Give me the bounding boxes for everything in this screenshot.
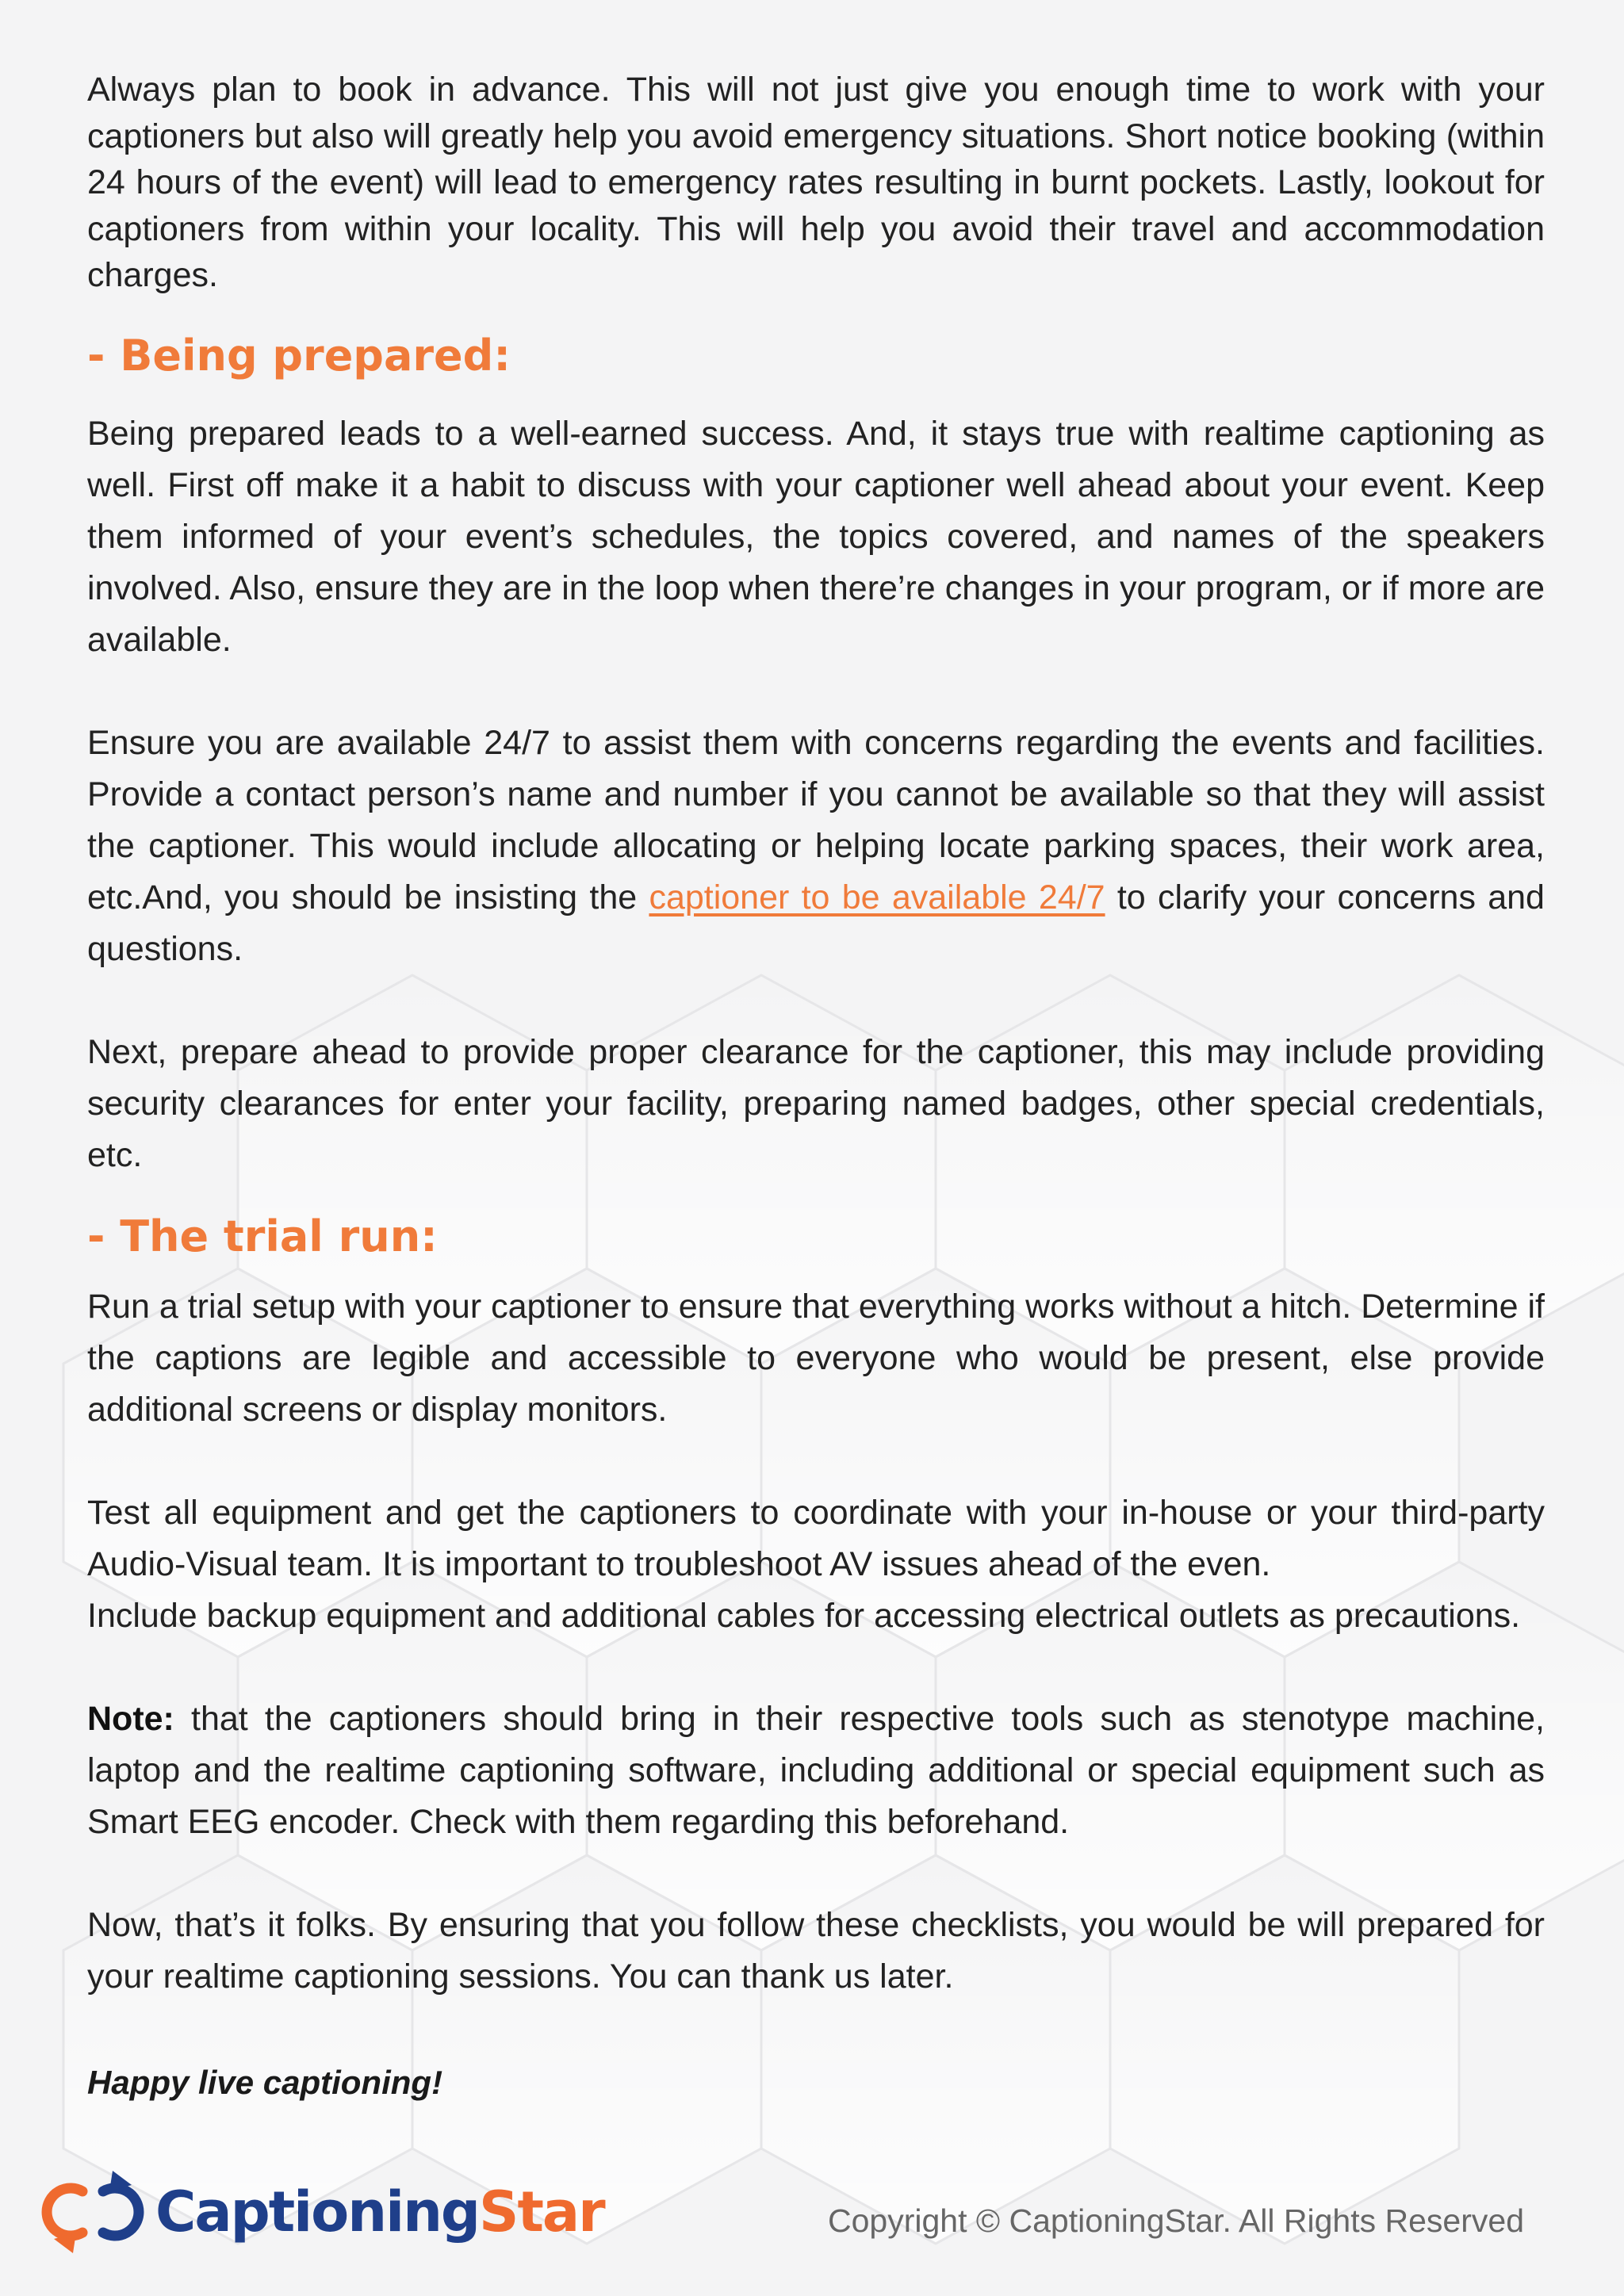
prepared-paragraph-2-text-a: Ensure you are available 24/7 to assist them with concerns regarding the events and facilities. Provide a contact person’s name and number if you cannot be available so that they will assist the captioner. This would include allocating or helping locate parking spaces, their work area, etc.And, you should be insisting the xyxy=(87,723,1545,916)
copyright-notice: Copyright © CaptioningStar. All Rights Reserved xyxy=(828,2202,1524,2239)
note-text: that the captioners should bring in their respective tools such as stenotype machine, laptop and the realtime captioning software, including additional or special equipment such as Smart EEG encoder. Check with them regarding this beforehand. xyxy=(87,1699,1545,1841)
logo-wordmark xyxy=(155,2179,604,2244)
trial-paragraph-3: Include backup equipment and additional cables for accessing electrical outlets as precautions. xyxy=(87,1596,1521,1635)
captioningstar-logo[interactable] xyxy=(33,2164,604,2260)
prepared-paragraph-1: Being prepared leads to a well-earned success. And, it stays true with realtime captioning as well. First off make it a habit to discuss with your captioner well ahead about your event. Keep them informed of your event’s schedules, the topics covered, and names of the speakers involved. Also, ensure they are in the loop when there’re changes in your program, or if more are available. xyxy=(87,414,1545,659)
prepared-paragraph-2 xyxy=(87,718,1545,975)
section-heading-trial-run: - The trial run: xyxy=(87,1211,438,1261)
section-heading-being-prepared: - Being prepared: xyxy=(87,330,511,381)
prepared-paragraph-3: Next, prepare ahead to provide proper clearance for the captioner, this may include providing security clearances for enter your facility, preparing named badges, other special credentials, etc. xyxy=(87,1032,1545,1174)
logo-word-captioning: Captioning xyxy=(155,2179,480,2244)
intro-paragraph: Always plan to book in advance. This will not just give you enough time to work with your captioners but also will greatly help you avoid emergency situations. Short notice booking (within 24 hours of the event) will lead to emergency rates resulting in burnt pockets. Lastly, lookout for captioners from within your locality. This will help you avoid their travel and accommodation charges. xyxy=(87,71,1545,294)
note-label: Note: xyxy=(87,1699,174,1738)
trial-paragraph-1: Run a trial setup with your captioner to ensure that everything works without a hitch. Determine if the captions are legible and accessible to everyone who would be present, else provide additional screens or display monitors. xyxy=(87,1287,1545,1429)
captioner-availability-link[interactable]: captioner to be available 24/7 xyxy=(649,878,1105,916)
prepared-paragraph-2-text-b: to clarify your concerns and questions. xyxy=(87,878,1545,968)
page-footer xyxy=(0,2156,1624,2267)
conclusion-paragraph: Now, that’s it folks. By ensuring that you follow these checklists, you would be will prepared for your realtime captioning sessions. You can thank us later. xyxy=(87,1905,1545,1996)
note-paragraph xyxy=(87,1693,1545,1848)
logo-word-star: Star xyxy=(479,2179,604,2244)
closing-line: Happy live captioning! xyxy=(87,2063,443,2101)
trial-paragraph-2: Test all equipment and get the captioners to coordinate with your in-house or your third-party Audio-Visual team. It is important to troubleshoot AV issues ahead of the even. xyxy=(87,1493,1545,1583)
article-body xyxy=(87,67,1545,2108)
cc-refresh-logo-icon xyxy=(33,2164,152,2260)
